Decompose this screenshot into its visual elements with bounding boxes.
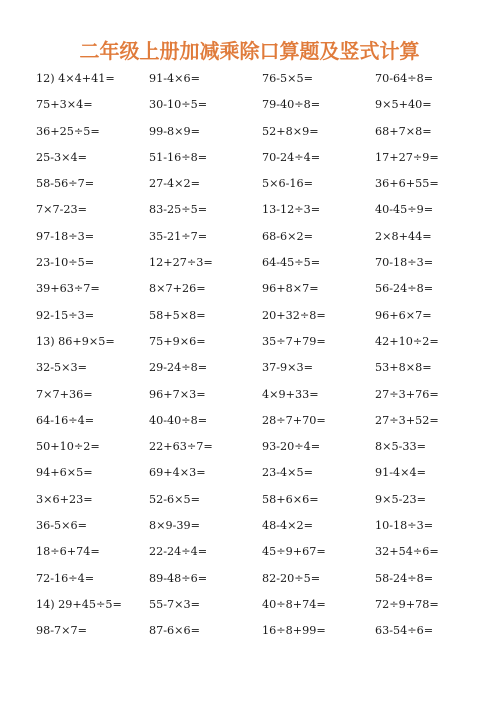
math-problem: 40-40÷8= [149,413,208,427]
math-problem: 22-24÷4= [149,545,208,559]
math-problem: 37-9×3= [262,361,313,375]
math-problem: 9×5-23= [375,492,426,506]
math-problem: 58-24÷8= [375,571,434,585]
math-problem: 8×5-33= [375,440,426,454]
math-problem: 16÷8+99= [262,624,326,638]
math-problem: 70-64÷8= [375,72,434,85]
math-problem: 36+25÷5= [36,124,100,138]
problem-row [36,622,486,648]
math-problem: 7×7-23= [36,203,87,217]
math-problem: 22+63÷7= [149,440,213,454]
math-problem: 69+4×3= [149,466,206,480]
math-problem: 36-5×6= [36,519,87,533]
math-problem: 58-56÷7= [36,177,95,191]
math-problem: 8×9-39= [149,519,200,533]
math-problem: 97-18÷3= [36,229,95,243]
math-problem: 27÷3+76= [375,387,439,401]
math-problem: 96+6×7= [375,308,432,322]
math-problem: 42+10÷2= [375,334,439,348]
math-problem: 63-54÷6= [375,624,434,638]
math-problem: 30-10÷5= [149,98,208,112]
math-problem: 35-21÷7= [149,229,208,243]
math-problem: 23-10÷5= [36,256,95,270]
math-problem: 91-4×6= [149,72,200,85]
problem-row [36,517,486,543]
problem-row [36,543,486,569]
problem-row [36,464,486,490]
math-problem: 68-6×2= [262,229,313,243]
problem-row [36,149,486,175]
math-problem: 27-4×2= [149,177,200,191]
math-problem: 53+8×8= [375,361,432,375]
math-problem: 76-5×5= [262,72,313,85]
math-problem: 75+3×4= [36,98,93,112]
math-problem: 87-6×6= [149,624,200,638]
math-problem: 32-5×3= [36,361,87,375]
math-problem: 48-4×2= [262,519,313,533]
math-problem: 98-7×7= [36,624,87,638]
problem-row [36,386,486,412]
math-problem: 72-16÷4= [36,571,95,585]
math-problem: 28÷7+70= [262,413,326,427]
math-problem: 32+54÷6= [375,545,439,559]
problem-grid [36,70,486,649]
problem-row [36,333,486,359]
math-problem: 35÷7+79= [262,334,326,348]
math-problem: 89-48÷6= [149,571,208,585]
math-problem: 12) 4×4+41= [36,72,115,85]
math-problem: 70-24÷4= [262,150,321,164]
math-problem: 68+7×8= [375,124,432,138]
math-problem: 51-16÷8= [149,150,208,164]
math-problem: 18÷6+74= [36,545,100,559]
math-problem: 70-18÷3= [375,256,434,270]
math-problem: 10-18÷3= [375,519,434,533]
math-problem: 52+8×9= [262,124,319,138]
math-problem: 20+32÷8= [262,308,326,322]
math-problem: 17+27÷9= [375,150,439,164]
problem-row [36,596,486,622]
math-problem: 40-45÷9= [375,203,434,217]
math-problem: 13) 86+9×5= [36,334,115,348]
math-problem: 9×5+40= [375,98,432,112]
math-problem: 72÷9+78= [375,597,439,611]
math-problem: 4×9+33= [262,387,319,401]
problem-row [36,96,486,122]
math-problem: 13-12÷3= [262,203,321,217]
math-problem: 82-20÷5= [262,571,321,585]
math-problem: 94+6×5= [36,466,93,480]
math-problem: 12+27÷3= [149,256,213,270]
math-problem: 27÷3+52= [375,413,439,427]
math-problem: 92-15÷3= [36,308,95,322]
math-problem: 7×7+36= [36,387,93,401]
problem-row [36,201,486,227]
problem-row [36,123,486,149]
math-problem: 40÷8+74= [262,597,326,611]
math-problem: 45÷9+67= [262,545,326,559]
math-problem: 64-45÷5= [262,256,321,270]
problem-row [36,70,486,96]
math-problem: 14) 29+45÷5= [36,597,122,611]
problem-row [36,175,486,201]
math-problem: 29-24÷8= [149,361,208,375]
math-problem: 5×6-16= [262,177,313,191]
math-problem: 91-4×4= [375,466,426,480]
math-problem: 56-24÷8= [375,282,434,296]
problem-row [36,254,486,280]
problem-row [36,412,486,438]
problem-row [36,307,486,333]
math-problem: 96+8×7= [262,282,319,296]
problem-row [36,359,486,385]
math-problem: 2×8+44= [375,229,432,243]
math-problem: 75+9×6= [149,334,206,348]
math-problem: 52-6×5= [149,492,200,506]
problem-row [36,280,486,306]
problem-row [36,570,486,596]
math-problem: 55-7×3= [149,597,200,611]
math-problem: 50+10÷2= [36,440,100,454]
math-problem: 3×6+23= [36,492,93,506]
math-problem: 58+5×8= [149,308,206,322]
problem-row [36,228,486,254]
math-problem: 36+6+55= [375,177,439,191]
page-title: 二年级上册加减乘除口算题及竖式计算 [79,39,420,63]
math-problem: 58+6×6= [262,492,319,506]
math-problem: 93-20÷4= [262,440,321,454]
math-problem: 83-25÷5= [149,203,208,217]
math-problem: 79-40÷8= [262,98,321,112]
math-problem: 99-8×9= [149,124,200,138]
math-problem: 39+63÷7= [36,282,100,296]
problem-row [36,491,486,517]
math-problem: 96+7×3= [149,387,206,401]
math-problem: 23-4×5= [262,466,313,480]
math-problem: 25-3×4= [36,150,87,164]
problem-row [36,438,486,464]
math-problem: 8×7+26= [149,282,206,296]
math-problem: 64-16÷4= [36,413,95,427]
